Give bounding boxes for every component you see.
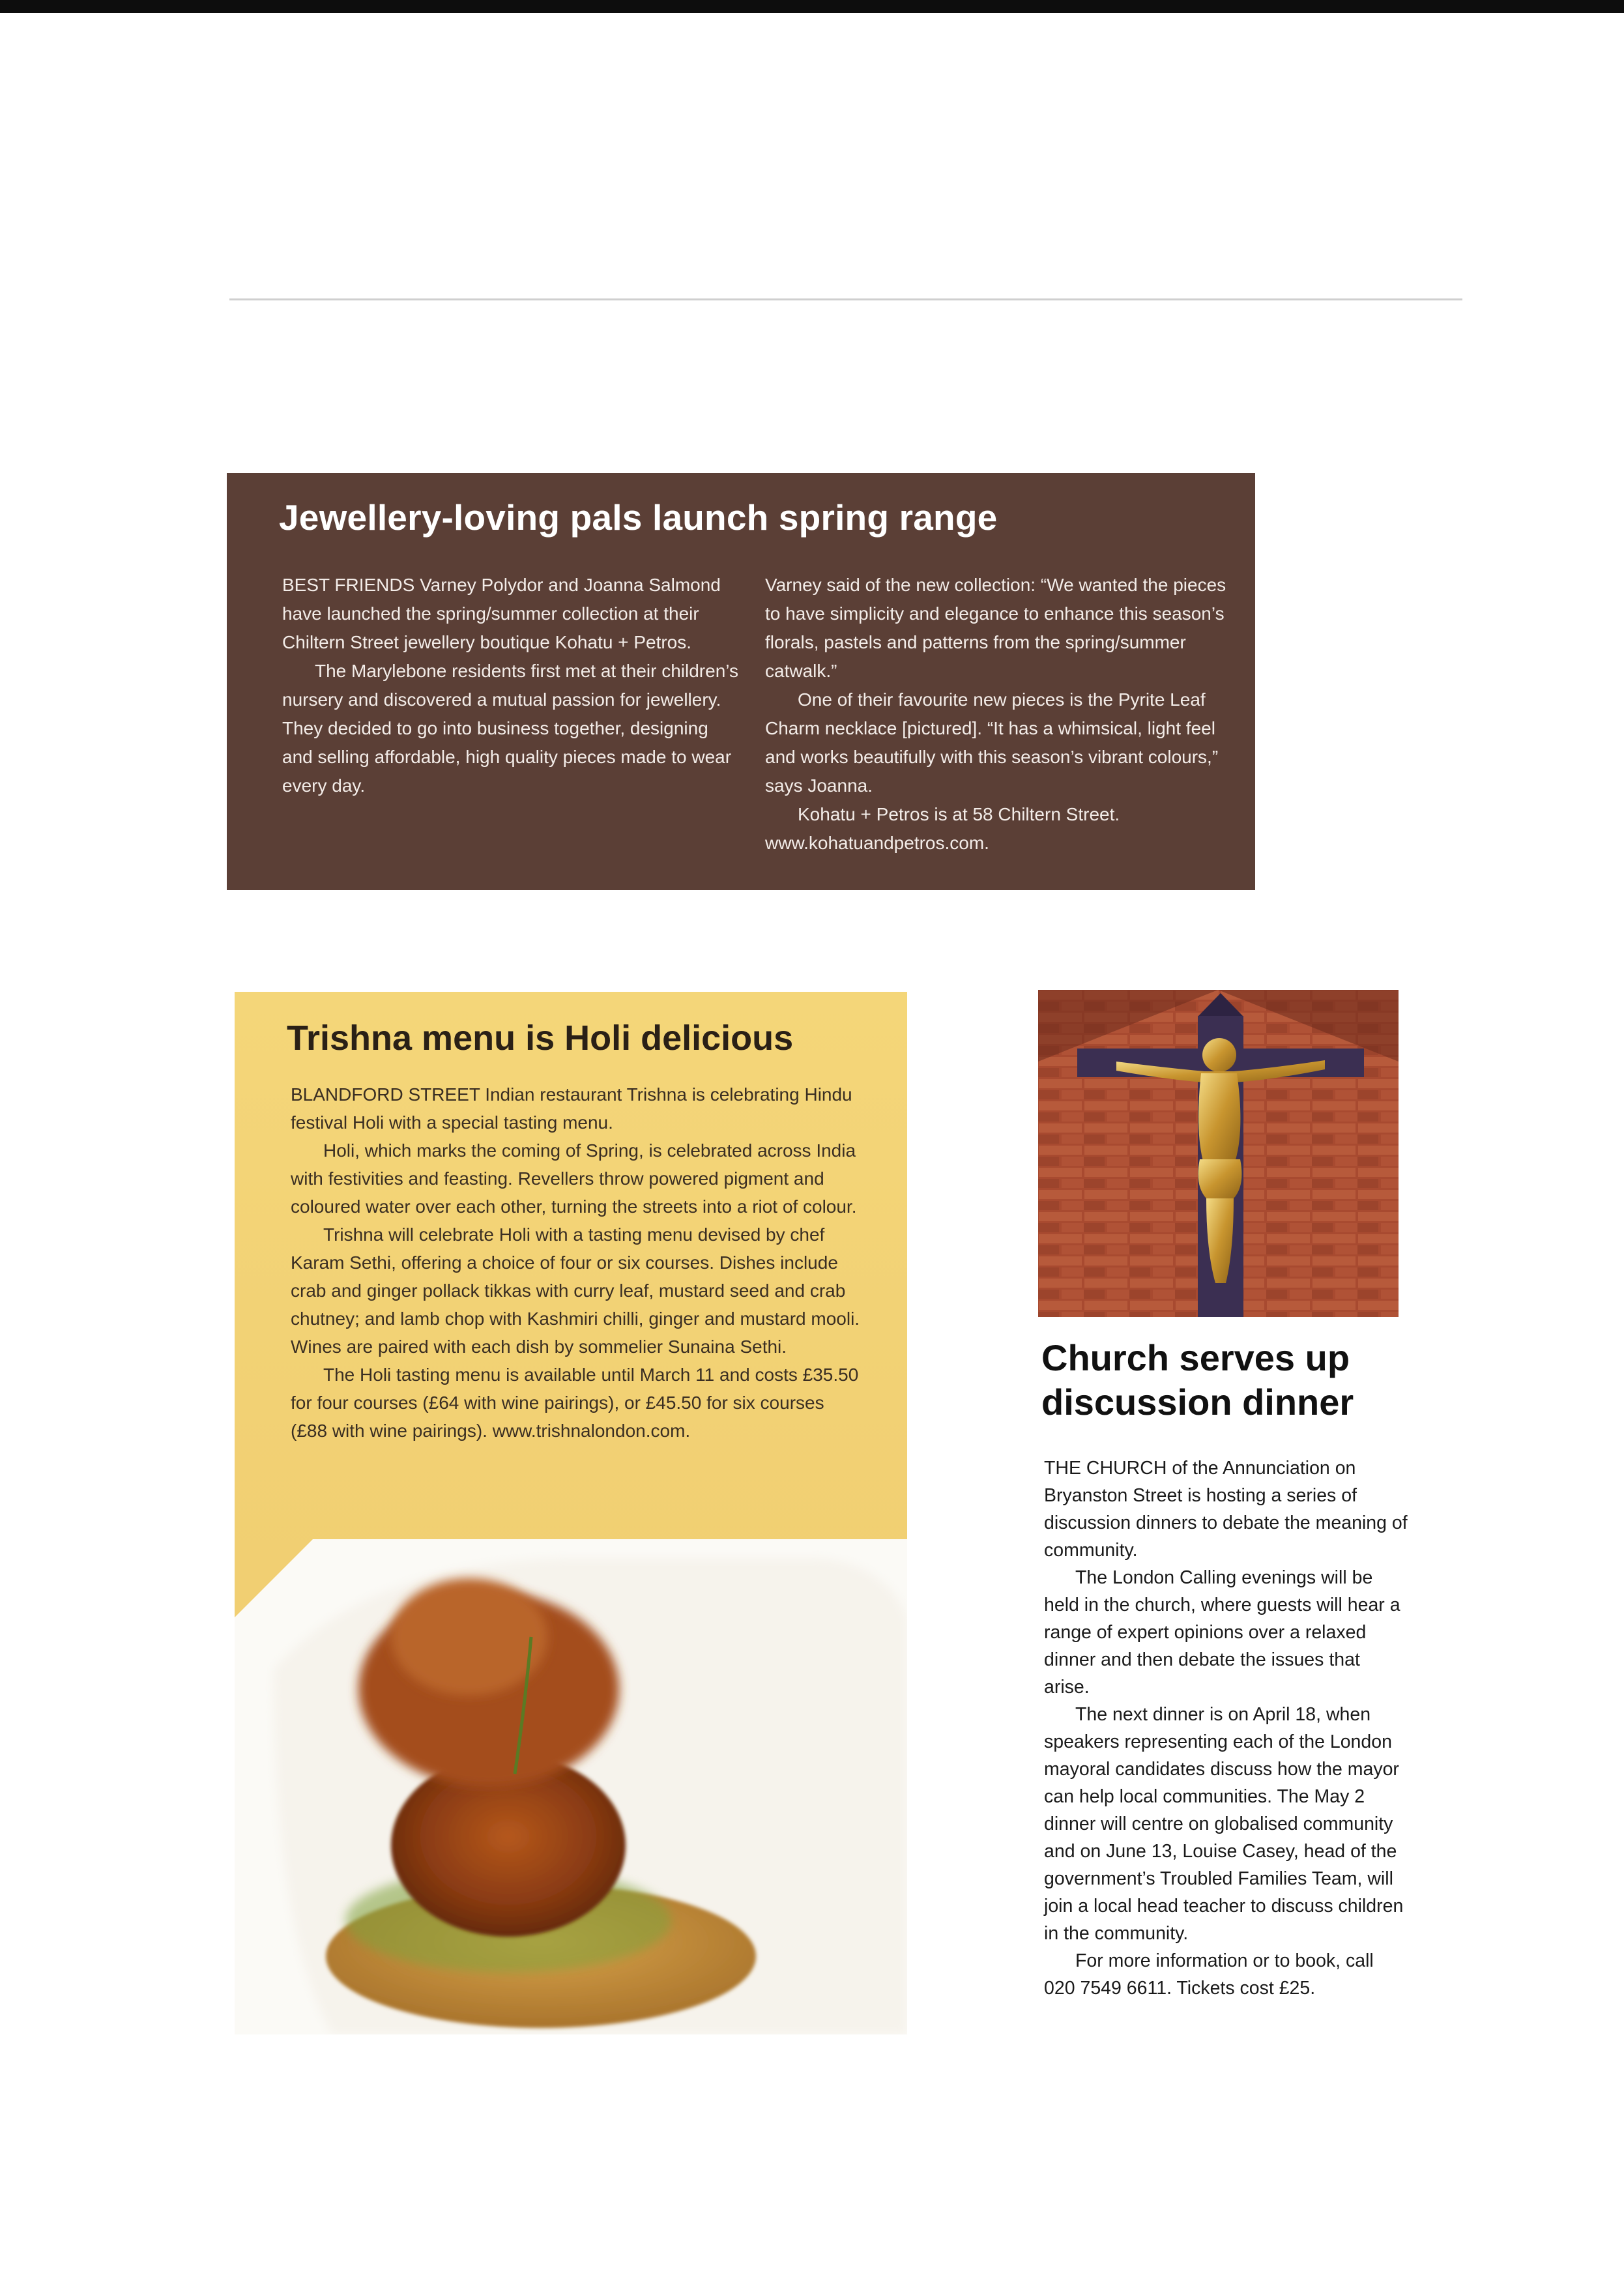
jewellery-paragraph: BEST FRIENDS Varney Polydor and Joanna Salmond have launched the spring/summer collection at their Chiltern Street jewellery boutique Kohatu + Petros. <box>282 575 721 652</box>
church-headline <box>1041 1336 1432 1425</box>
scan-top-edge <box>0 0 1624 13</box>
church-paragraph: The next dinner is on April 18, when speakers representing each of the London mayoral candidates discuss how the mayor can help local communities. The May 2 dinner will centre on globalised community and on June 13, Louise Casey, head of the government’s Troubled Families Team, will join a local head teacher to discuss children in the community. <box>1044 1704 1404 1944</box>
church-headline-line-2: discussion dinner <box>1041 1382 1354 1423</box>
food-photo <box>235 1539 907 2034</box>
page-rule <box>229 298 1462 300</box>
trishna-paragraph: Holi, which marks the coming of Spring, is celebrated across India with festivities and feasting. Revellers throw powered pigment and coloured water over each other, turning the streets into a riot of colour. <box>291 1140 857 1217</box>
church-paragraph: THE CHURCH of the Annunciation on Bryanston Street is hosting a series of discussion dinners to debate the meaning of community. <box>1044 1458 1408 1561</box>
jewellery-column-1 <box>282 571 738 800</box>
church-paragraph: For more information or to book, call 020 7549 6611. Tickets cost £25. <box>1044 1950 1374 1999</box>
church-headline-line-1: Church serves up <box>1041 1337 1350 1378</box>
jewellery-paragraph: Kohatu + Petros is at 58 Chiltern Street. www.kohatuandpetros.com. <box>765 804 1120 853</box>
trishna-paragraph: The Holi tasting menu is available until March 11 and costs £35.50 for four courses (£64 with wine pairings), or £45.50 for six courses (£88 with wine pairings). www.trishnalondon.com. <box>291 1365 859 1441</box>
church-paragraph: The London Calling evenings will be held in the church, where guests will hear a range of expert opinions over a relaxed dinner and then debate the issues that arise. <box>1044 1567 1400 1698</box>
jewellery-paragraph: Varney said of the new collection: “We wanted the pieces to have simplicity and elegance to enhance this season’s florals, pastels and patterns from the spring/summer catwalk.” <box>765 575 1226 681</box>
trishna-headline: Trishna menu is Holi delicious <box>287 1019 794 1058</box>
trishna-body <box>291 1080 864 1445</box>
jewellery-paragraph: One of their favourite new pieces is the Pyrite Leaf Charm necklace [pictured]. “It has a whimsical, light feel and works beautifully with this season’s vibrant colours,” says Joanna. <box>765 689 1219 796</box>
trishna-paragraph: Trishna will celebrate Holi with a tasting menu devised by chef Karam Sethi, offering a choice of four or six courses. Dishes include crab and ginger pollack tikkas with curry leaf, mustard seed and crab chutney; and lamb chop with Kashmiri chilli, ginger and mustard mooli. Wines are paired with each dish by sommelier Sunaina Sethi. <box>291 1224 860 1357</box>
jewellery-headline: Jewellery-loving pals launch spring range <box>279 497 998 538</box>
jewellery-column-2 <box>765 571 1234 858</box>
crucifix-photo <box>1038 990 1399 1317</box>
trishna-article <box>235 992 907 2034</box>
trishna-paragraph: BLANDFORD STREET Indian restaurant Trishna is celebrating Hindu festival Holi with a special tasting menu. <box>291 1084 852 1133</box>
jewellery-paragraph: The Marylebone residents first met at their children’s nursery and discovered a mutual passion for jewellery. They decided to go into business together, designing and selling affordable, high quality pieces made to wear every day. <box>282 661 738 796</box>
church-body <box>1044 1454 1409 2002</box>
jewellery-article <box>227 473 1255 890</box>
